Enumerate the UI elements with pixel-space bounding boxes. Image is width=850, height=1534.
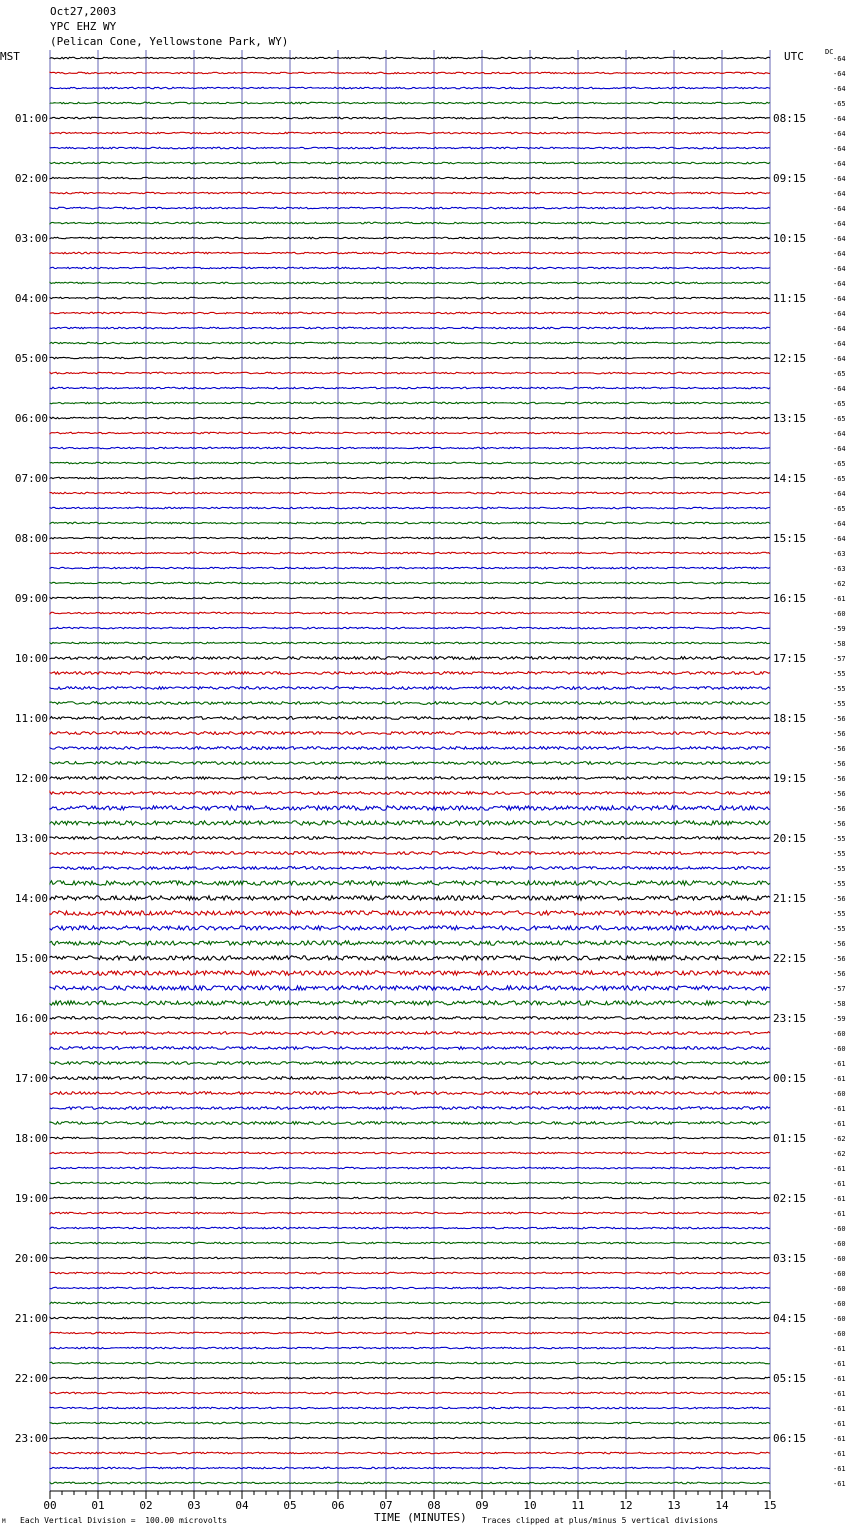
trace-row — [50, 1332, 770, 1334]
dc-offset-label: -64 — [833, 445, 846, 453]
x-tick-label: 12 — [619, 1499, 633, 1512]
dc-offset-label: -56 — [833, 730, 846, 738]
trace-row — [50, 1482, 770, 1484]
hour-label-mst: 04:00 — [14, 292, 48, 305]
dc-offset-label: -62 — [833, 580, 846, 588]
dc-offset-label: -59 — [833, 1015, 846, 1023]
trace-row — [50, 552, 770, 554]
dc-offset-label: -61 — [833, 1480, 846, 1488]
dc-offset-label: -60 — [833, 1030, 846, 1038]
hour-label-utc: 13:15 — [773, 412, 807, 425]
dc-offset-label: -56 — [833, 805, 846, 813]
dc-offset-label: -64 — [833, 295, 846, 303]
dc-offset-label: -64 — [833, 355, 846, 363]
dc-offset-label: -61 — [833, 1405, 846, 1413]
hour-label-mst: 12:00 — [14, 772, 48, 785]
hour-label-utc: 20:15 — [773, 832, 807, 845]
trace-row — [50, 1362, 770, 1364]
hour-label-mst: 10:00 — [14, 652, 48, 665]
dc-offset-label: -64 — [833, 130, 846, 138]
dc-offset-label: -62 — [833, 1135, 846, 1143]
hour-label-utc: 22:15 — [773, 952, 807, 965]
dc-offset-label: -56 — [833, 940, 846, 948]
x-tick-label: 10 — [523, 1499, 537, 1512]
trace-row — [50, 821, 770, 825]
hour-label-utc: 02:15 — [773, 1192, 807, 1205]
dc-offset-label: -64 — [833, 520, 846, 528]
dc-offset-label: -55 — [833, 685, 846, 693]
trace-row — [50, 702, 770, 705]
dc-offset-label: -61 — [833, 1435, 846, 1443]
hour-label-utc: 17:15 — [773, 652, 807, 665]
x-tick-label: 09 — [475, 1499, 489, 1512]
hour-label-mst: 08:00 — [14, 532, 48, 545]
trace-row — [50, 357, 770, 359]
dc-offset-label: -55 — [833, 880, 846, 888]
trace-row — [50, 1047, 770, 1050]
trace-row — [50, 117, 770, 119]
hour-label-utc: 15:15 — [773, 532, 807, 545]
dc-offset-label: -61 — [833, 1360, 846, 1368]
dc-offset-label: -59 — [833, 625, 846, 633]
dc-offset-label: -65 — [833, 370, 846, 378]
hour-label-mst: 18:00 — [14, 1132, 48, 1145]
trace-row — [50, 926, 770, 930]
dc-offset-label: -64 — [833, 310, 846, 318]
trace-row — [50, 207, 770, 209]
dc-offset-label: -56 — [833, 970, 846, 978]
hour-label-utc: 14:15 — [773, 472, 807, 485]
trace-row — [50, 612, 770, 614]
dc-offset-label: -61 — [833, 1465, 846, 1473]
dc-offset-label: -61 — [833, 1075, 846, 1083]
trace-row — [50, 747, 770, 750]
dc-offset-label: -61 — [833, 595, 846, 603]
dc-offset-label: -61 — [833, 1165, 846, 1173]
dc-offset-label: -56 — [833, 790, 846, 798]
hour-label-utc: 09:15 — [773, 172, 807, 185]
dc-offset-label: -65 — [833, 400, 846, 408]
dc-offset-label: -60 — [833, 1255, 846, 1263]
trace-row — [50, 477, 770, 479]
hour-label-utc: 05:15 — [773, 1372, 807, 1385]
trace-row — [50, 1077, 770, 1080]
trace-row — [50, 1347, 770, 1349]
trace-row — [50, 852, 770, 855]
dc-label: DC — [825, 48, 834, 56]
trace-row — [50, 717, 770, 720]
hour-label-mst: 03:00 — [14, 232, 48, 245]
trace-row — [50, 252, 770, 254]
hour-label-mst: 17:00 — [14, 1072, 48, 1085]
trace-row — [50, 507, 770, 509]
hour-label-utc: 19:15 — [773, 772, 807, 785]
dc-offset-label: -64 — [833, 280, 846, 288]
hour-label-mst: 14:00 — [14, 892, 48, 905]
dc-offset-label: -56 — [833, 895, 846, 903]
hour-label-utc: 12:15 — [773, 352, 807, 365]
x-tick-label: 06 — [331, 1499, 345, 1512]
trace-row — [50, 372, 770, 374]
dc-offset-label: -55 — [833, 670, 846, 678]
dc-offset-label: -64 — [833, 55, 846, 63]
dc-offset-label: -61 — [833, 1180, 846, 1188]
trace-row — [50, 1257, 770, 1259]
dc-offset-label: -63 — [833, 550, 846, 558]
trace-row — [50, 1317, 770, 1319]
hour-label-utc: 08:15 — [773, 112, 807, 125]
hour-label-mst: 22:00 — [14, 1372, 48, 1385]
trace-row — [50, 657, 770, 660]
trace-row — [50, 1017, 770, 1020]
dc-offset-label: -55 — [833, 910, 846, 918]
dc-offset-label: -64 — [833, 385, 846, 393]
trace-row — [50, 522, 770, 524]
dc-offset-label: -64 — [833, 325, 846, 333]
dc-offset-label: -60 — [833, 1300, 846, 1308]
trace-row — [50, 1062, 770, 1065]
dc-offset-label: -60 — [833, 1285, 846, 1293]
trace-row — [50, 297, 770, 299]
dc-offset-label: -61 — [833, 1375, 846, 1383]
trace-row — [50, 896, 770, 900]
dc-offset-label: -63 — [833, 565, 846, 573]
dc-offset-label: -64 — [833, 220, 846, 228]
trace-row — [50, 417, 770, 419]
trace-row — [50, 537, 770, 539]
x-tick-label: 02 — [139, 1499, 153, 1512]
dc-offset-label: -61 — [833, 1195, 846, 1203]
trace-row — [50, 627, 770, 629]
trace-row — [50, 792, 770, 795]
trace-row — [50, 1392, 770, 1394]
hour-label-utc: 00:15 — [773, 1072, 807, 1085]
trace-row — [50, 402, 770, 404]
dc-offset-label: -64 — [833, 160, 846, 168]
hour-label-mst: 19:00 — [14, 1192, 48, 1205]
dc-offset-label: -61 — [833, 1420, 846, 1428]
hour-label-mst: 21:00 — [14, 1312, 48, 1325]
dc-offset-label: -60 — [833, 1090, 846, 1098]
dc-offset-label: -65 — [833, 415, 846, 423]
dc-offset-label: -65 — [833, 460, 846, 468]
trace-row — [50, 567, 770, 569]
hour-label-mst: 16:00 — [14, 1012, 48, 1025]
trace-row — [50, 177, 770, 179]
hour-label-mst: 23:00 — [14, 1432, 48, 1445]
hour-label-utc: 01:15 — [773, 1132, 807, 1145]
hour-label-mst: 20:00 — [14, 1252, 48, 1265]
trace-row — [50, 462, 770, 464]
trace-row — [50, 1212, 770, 1214]
x-tick-label: 15 — [763, 1499, 777, 1512]
trace-row — [50, 1107, 770, 1110]
trace-row — [50, 986, 770, 990]
hour-label-mst: 15:00 — [14, 952, 48, 965]
trace-row — [50, 777, 770, 780]
trace-row — [50, 327, 770, 329]
trace-row — [50, 147, 770, 149]
trace-row — [50, 1227, 770, 1229]
station-label: YPC EHZ WY — [50, 20, 117, 33]
trace-row — [50, 1197, 770, 1199]
trace-row — [50, 642, 770, 644]
dc-offset-label: -56 — [833, 715, 846, 723]
scale-note: Each Vertical Division = 100.00 microvolts — [20, 1516, 228, 1525]
trace-row — [50, 1167, 770, 1169]
trace-row — [50, 72, 770, 74]
trace-row — [50, 867, 770, 870]
x-tick-label: 05 — [283, 1499, 297, 1512]
x-tick-label: 04 — [235, 1499, 249, 1512]
dc-offset-label: -60 — [833, 1225, 846, 1233]
trace-row — [50, 1422, 770, 1424]
hour-label-utc: 16:15 — [773, 592, 807, 605]
dc-offset-label: -65 — [833, 505, 846, 513]
dc-offset-label: -57 — [833, 655, 846, 663]
left-timezone-label: MST — [0, 50, 20, 63]
hour-label-mst: 02:00 — [14, 172, 48, 185]
dc-offset-label: -58 — [833, 1000, 846, 1008]
trace-row — [50, 222, 770, 224]
dc-offset-label: -64 — [833, 235, 846, 243]
dc-offset-label: -64 — [833, 85, 846, 93]
dc-offset-label: -64 — [833, 265, 846, 273]
trace-row — [50, 162, 770, 164]
dc-offset-label: -60 — [833, 1240, 846, 1248]
dc-offset-label: -61 — [833, 1390, 846, 1398]
x-tick-label: 03 — [187, 1499, 201, 1512]
dc-offset-label: -58 — [833, 640, 846, 648]
trace-row — [50, 192, 770, 194]
trace-row — [50, 1437, 770, 1439]
hour-label-mst: 11:00 — [14, 712, 48, 725]
trace-row — [50, 762, 770, 765]
trace-row — [50, 492, 770, 494]
dc-offset-label: -61 — [833, 1120, 846, 1128]
trace-row — [50, 1032, 770, 1035]
hour-label-mst: 07:00 — [14, 472, 48, 485]
dc-offset-label: -64 — [833, 190, 846, 198]
trace-row — [50, 1242, 770, 1244]
hour-label-utc: 03:15 — [773, 1252, 807, 1265]
trace-row — [50, 732, 770, 735]
x-tick-label: 11 — [571, 1499, 585, 1512]
trace-row — [50, 387, 770, 389]
clip-note: Traces clipped at plus/minus 5 vertical divisions — [482, 1516, 719, 1525]
trace-row — [50, 672, 770, 675]
dc-offset-label: -64 — [833, 175, 846, 183]
trace-row — [50, 941, 770, 945]
trace-row — [50, 1302, 770, 1304]
x-tick-label: 01 — [91, 1499, 105, 1512]
trace-row — [50, 87, 770, 89]
dc-offset-label: -65 — [833, 100, 846, 108]
hour-label-utc: 06:15 — [773, 1432, 807, 1445]
trace-row — [50, 881, 770, 885]
trace-row — [50, 582, 770, 584]
dc-offset-label: -55 — [833, 925, 846, 933]
dc-offset-label: -56 — [833, 775, 846, 783]
trace-row — [50, 1452, 770, 1454]
x-axis-title: TIME (MINUTES) — [374, 1511, 467, 1524]
location-label: (Pelican Cone, Yellowstone Park, WY) — [50, 35, 289, 48]
trace-row — [50, 1182, 770, 1184]
dc-offset-label: -64 — [833, 70, 846, 78]
trace-row — [50, 132, 770, 134]
dc-offset-label: -61 — [833, 1060, 846, 1068]
trace-row — [50, 837, 770, 840]
trace-row — [50, 282, 770, 284]
trace-row — [50, 1122, 770, 1125]
trace-row — [50, 432, 770, 434]
trace-row — [50, 447, 770, 449]
x-tick-label: 08 — [427, 1499, 441, 1512]
dc-offset-label: -56 — [833, 760, 846, 768]
trace-row — [50, 1287, 770, 1289]
right-timezone-label: UTC — [784, 50, 804, 63]
hour-label-utc: 18:15 — [773, 712, 807, 725]
dc-offset-label: -64 — [833, 145, 846, 153]
trace-row — [50, 1407, 770, 1409]
dc-offset-label: -60 — [833, 1315, 846, 1323]
dc-offset-label: -60 — [833, 1330, 846, 1338]
trace-row — [50, 687, 770, 690]
trace-row — [50, 1467, 770, 1469]
dc-offset-label: -55 — [833, 850, 846, 858]
dc-offset-label: -61 — [833, 1345, 846, 1353]
trace-row — [50, 1272, 770, 1274]
trace-row — [50, 342, 770, 344]
date-label: Oct27,2003 — [50, 5, 117, 18]
corner-mark: M — [2, 1518, 6, 1525]
hour-label-utc: 11:15 — [773, 292, 807, 305]
trace-row — [50, 57, 770, 59]
dc-offset-label: -65 — [833, 475, 846, 483]
trace-row — [50, 1137, 770, 1139]
hour-label-utc: 23:15 — [773, 1012, 807, 1025]
dc-offset-label: -64 — [833, 205, 846, 213]
hour-label-mst: 06:00 — [14, 412, 48, 425]
dc-offset-label: -56 — [833, 745, 846, 753]
hour-label-mst: 09:00 — [14, 592, 48, 605]
dc-offset-label: -60 — [833, 610, 846, 618]
dc-offset-label: -55 — [833, 835, 846, 843]
hour-label-utc: 10:15 — [773, 232, 807, 245]
x-tick-label: 00 — [43, 1499, 57, 1512]
dc-offset-label: -56 — [833, 820, 846, 828]
dc-offset-label: -60 — [833, 1270, 846, 1278]
trace-row — [50, 911, 770, 915]
trace-row — [50, 237, 770, 239]
x-tick-label: 07 — [379, 1499, 393, 1512]
dc-offset-label: -64 — [833, 430, 846, 438]
hour-label-mst: 05:00 — [14, 352, 48, 365]
trace-row — [50, 1377, 770, 1379]
hour-label-mst: 13:00 — [14, 832, 48, 845]
trace-row — [50, 956, 770, 960]
hour-label-utc: 04:15 — [773, 1312, 807, 1325]
dc-offset-label: -57 — [833, 985, 846, 993]
dc-offset-label: -60 — [833, 1045, 846, 1053]
trace-row — [50, 267, 770, 269]
dc-offset-label: -64 — [833, 340, 846, 348]
trace-row — [50, 1001, 770, 1005]
dc-offset-label: -64 — [833, 490, 846, 498]
dc-offset-label: -64 — [833, 535, 846, 543]
trace-row — [50, 312, 770, 314]
dc-offset-label: -61 — [833, 1210, 846, 1218]
dc-offset-label: -64 — [833, 250, 846, 258]
dc-offset-label: -61 — [833, 1105, 846, 1113]
dc-offset-label: -61 — [833, 1450, 846, 1458]
trace-row — [50, 597, 770, 599]
x-tick-label: 14 — [715, 1499, 729, 1512]
dc-offset-label: -55 — [833, 865, 846, 873]
hour-label-mst: 01:00 — [14, 112, 48, 125]
dc-offset-label: -55 — [833, 700, 846, 708]
trace-row — [50, 806, 770, 810]
trace-row — [50, 102, 770, 104]
hour-label-utc: 21:15 — [773, 892, 807, 905]
trace-row — [50, 971, 770, 975]
dc-offset-label: -62 — [833, 1150, 846, 1158]
trace-row — [50, 1152, 770, 1154]
dc-offset-label: -56 — [833, 955, 846, 963]
dc-offset-label: -64 — [833, 115, 846, 123]
trace-row — [50, 1092, 770, 1095]
x-tick-label: 13 — [667, 1499, 681, 1512]
